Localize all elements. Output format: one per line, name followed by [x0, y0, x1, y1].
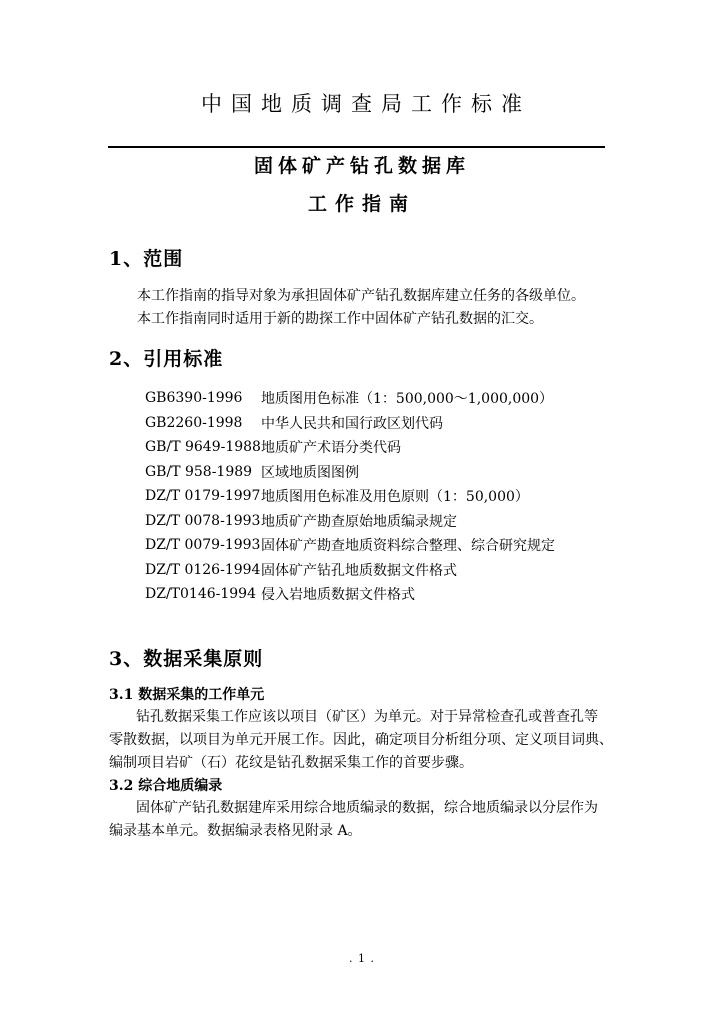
document-title: 固体矿产钻孔数据库 — [253, 155, 470, 177]
section-heading-references: 2、引用标准 — [109, 348, 224, 370]
section-heading-scope: 1、范围 — [109, 248, 184, 270]
standard-name: 地质矿产术语分类代码 — [261, 440, 401, 457]
paragraph-line: 钻孔数据采集工作应该以项目（矿区）为单元。对于异常检查孔或普查孔等 — [136, 709, 598, 725]
standard-row — [145, 558, 555, 583]
standard-code: GB/T 958-1989 — [145, 463, 253, 480]
standards-list — [145, 386, 555, 607]
standard-code: GB2260-1998 — [145, 414, 243, 431]
subsection-heading-geological-logging: 3.2 综合地质编录 — [109, 778, 223, 794]
standard-name: 区域地质图图例 — [261, 464, 359, 481]
standard-name: 固体矿产钻孔地质数据文件格式 — [261, 562, 457, 579]
scope-line: 本工作指南的指导对象为承担固体矿产钻孔数据库建立任务的各级单位。 — [137, 288, 585, 304]
paragraph-line: 零散数据，以项目为单元开展工作。因此，确定项目分析组分项、定义项目词典、 — [109, 732, 613, 748]
standard-name: 固体矿产勘查地质资料综合整理、综合研究规定 — [261, 538, 555, 555]
standard-code: GB/T 9649-1988 — [145, 439, 261, 456]
standard-name: 侵入岩地质数据文件格式 — [261, 587, 415, 604]
standard-name: 地质图用色标准及用色原则（1：50,000） — [261, 489, 529, 506]
standard-code: DZ/T0146-1994 — [145, 586, 256, 603]
subsection-heading-work-unit: 3.1 数据采集的工作单元 — [109, 687, 265, 703]
standard-name: 地质图用色标准（1：500,000～1,000,000） — [261, 391, 554, 408]
scope-line: 本工作指南同时适用于新的勘探工作中固体矿产钻孔数据的汇交。 — [137, 311, 543, 327]
standard-row — [145, 582, 555, 607]
geological-logging-paragraph — [109, 797, 619, 843]
scope-paragraph — [137, 285, 585, 331]
header-rule — [108, 146, 605, 148]
standard-row — [145, 411, 555, 436]
standard-code: DZ/T 0179-1997 — [145, 488, 261, 505]
page-number: . 1 . — [349, 952, 375, 965]
standard-code: DZ/T 0078-1993 — [145, 512, 261, 529]
organization-title: 中国地质调查局工作标准 — [201, 92, 531, 116]
standard-row — [145, 533, 555, 558]
standard-row — [145, 435, 555, 460]
standard-code: DZ/T 0079-1993 — [145, 537, 261, 554]
standard-row — [145, 460, 555, 485]
work-unit-paragraph — [109, 706, 619, 775]
standard-code: GB6390-1996 — [145, 390, 243, 407]
document-subtitle: 工作指南 — [307, 193, 416, 215]
paragraph-line: 编录基本单元。数据编录表格见附录 A。 — [109, 823, 362, 839]
paragraph-line: 编制项目岩矿（石）花纹是钻孔数据采集工作的首要步骤。 — [109, 755, 473, 771]
paragraph-line: 固体矿产钻孔数据建库采用综合地质编录的数据，综合地质编录以分层作为 — [136, 800, 598, 816]
standard-row — [145, 509, 555, 534]
section-heading-data-collection: 3、数据采集原则 — [109, 648, 264, 670]
standard-name: 中华人民共和国行政区划代码 — [261, 415, 443, 432]
standard-name: 地质矿产勘查原始地质编录规定 — [261, 513, 457, 530]
standard-row — [145, 484, 555, 509]
standard-code: DZ/T 0126-1994 — [145, 561, 261, 578]
standard-row — [145, 386, 555, 411]
